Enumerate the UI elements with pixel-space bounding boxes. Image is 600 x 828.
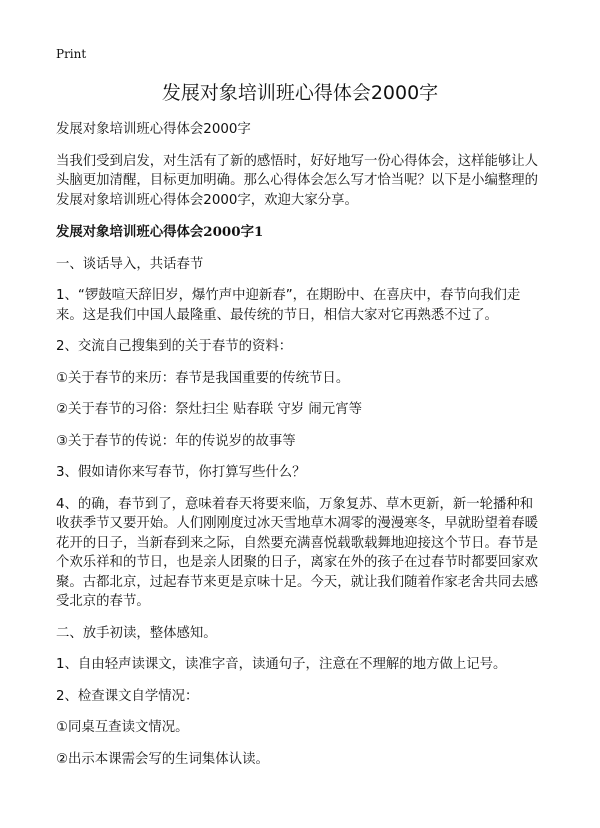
paragraph: 2、检查课文自学情况： [56,688,199,704]
paragraph: ②关于春节的习俗：祭灶扫尘 贴春联 守岁 闹元宵等 [56,402,362,417]
print-link[interactable]: Print [56,47,87,61]
paragraph: ①关于春节的来历：春节是我国重要的传统节日。 [56,370,350,386]
paragraph: ①同桌互查读文情况。 [56,720,189,735]
page-title: 发展对象培训班心得体会2000字 [161,82,439,104]
paragraph: 1、“锣鼓喧天辞旧岁，爆竹声中迎新春”，在期盼中、在喜庆中，春节向我们走来。这是我们中国人最隆重、最传统的节日，相信大家对它再熟悉不过了。 [56,288,521,323]
intro-paragraph: 当我们受到启发，对生活有了新的感悟时，好好地写一份心得体会，这样能够让人头脑更加清醒，目标更加明确。那么心得体会怎么写才恰当呢？以下是小编整理的发展对象培训班心得体会2000字，欢迎大家分享。 [56,153,539,208]
paragraph: 4、的确，春节到了，意味着春天将要来临，万象复苏、草木更新，新一轮播种和收获季节又要开始。人们刚刚度过冰天雪地草木凋零的漫漫寒冬，早就盼望着春暖花开的日子，当新春到来之际，自然要充满喜悦载歌载舞地迎接这个节日。春节是个欢乐祥和的节日，也是亲人团聚的日子，离家在外的孩子在过春节时都要回家欢聚。古都北京，过起春节来更是京味十足。今天，就让我们随着作家老舍共同去感受北京的春节。 [56,496,539,609]
paragraph: 二、放手初读，整体感知。 [56,625,217,641]
article-body [56,120,546,769]
paragraph: 3、假如请你来写春节，你打算写些什么？ [56,465,306,480]
section-heading: 发展对象培训班心得体会2000字1 [56,224,264,240]
paragraph: ③关于春节的传说：年的传说岁的故事等 [56,433,296,449]
article-subtitle: 发展对象培训班心得体会2000字 [56,122,251,137]
paragraph: 2、交流自己搜集到的关于春节的资料： [56,339,293,354]
paragraph: 1、自由轻声读课文，读准字音，读通句子，注意在不理解的地方做上记号。 [56,657,507,672]
paragraph: 一、谈话导入，共话春节 [56,256,204,272]
paragraph: ②出示本课需会写的生词集体认读。 [56,751,269,767]
